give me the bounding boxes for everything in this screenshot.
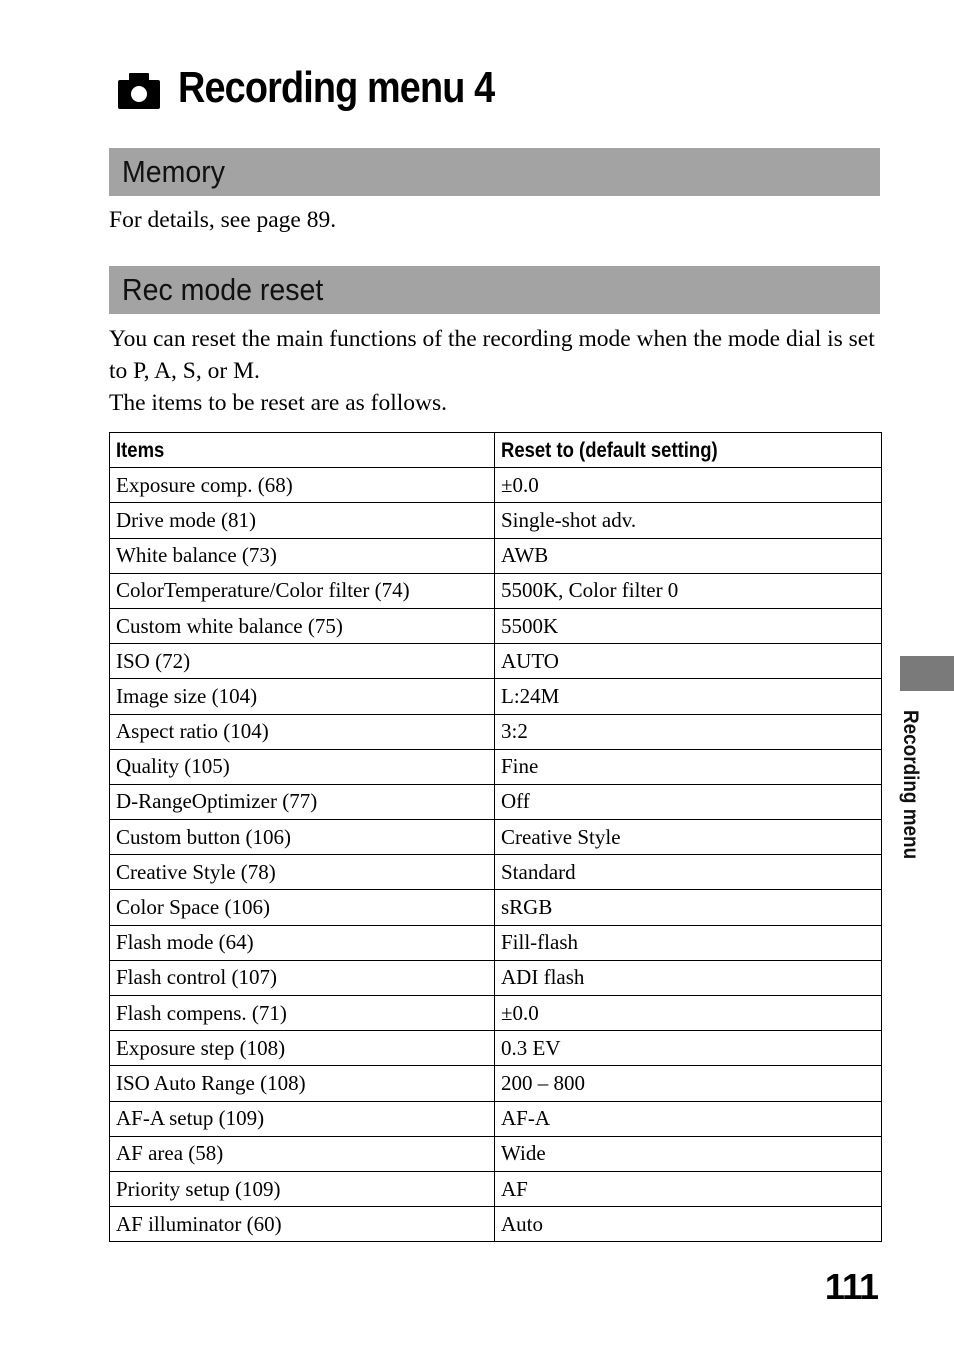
default-setting-cell: ±0.0 — [495, 996, 882, 1031]
camera-icon — [116, 71, 162, 111]
default-setting-cell: Creative Style — [495, 820, 882, 855]
item-cell: Flash mode (64) — [110, 925, 495, 960]
column-header-label: Items — [116, 438, 165, 462]
item-cell: Image size (104) — [110, 679, 495, 714]
item-cell: Flash control (107) — [110, 960, 495, 995]
item-cell: Aspect ratio (104) — [110, 714, 495, 749]
item-cell: Drive mode (81) — [110, 503, 495, 538]
default-setting-cell: Wide — [495, 1136, 882, 1171]
item-cell: Color Space (106) — [110, 890, 495, 925]
table-row — [110, 1171, 882, 1206]
section-title: Memory — [122, 154, 225, 189]
item-cell: ColorTemperature/Color filter (74) — [110, 573, 495, 608]
table-row — [110, 1031, 882, 1066]
default-setting-cell: L:24M — [495, 679, 882, 714]
table-header-row — [110, 433, 882, 468]
section-tab-marker — [900, 656, 954, 691]
item-cell: White balance (73) — [110, 538, 495, 573]
page-heading — [116, 58, 546, 118]
item-cell: Custom button (106) — [110, 820, 495, 855]
item-cell: AF illuminator (60) — [110, 1207, 495, 1242]
paragraph: For details, see page 89. — [109, 207, 337, 233]
column-header-items — [110, 433, 495, 468]
table-row — [110, 1066, 882, 1101]
item-cell: Creative Style (78) — [110, 855, 495, 890]
table-row — [110, 538, 882, 573]
table-row — [110, 784, 882, 819]
table-row — [110, 890, 882, 925]
default-setting-cell: AUTO — [495, 644, 882, 679]
table-row — [110, 1101, 882, 1136]
default-setting-cell: Standard — [495, 855, 882, 890]
section-header-memory — [109, 148, 880, 196]
item-cell: Custom white balance (75) — [110, 608, 495, 643]
table-row — [110, 960, 882, 995]
item-cell: ISO Auto Range (108) — [110, 1066, 495, 1101]
table-row — [110, 925, 882, 960]
table-row — [110, 1136, 882, 1171]
default-setting-cell: AF — [495, 1171, 882, 1206]
default-setting-cell: Single-shot adv. — [495, 503, 882, 538]
rec-mode-reset-description — [109, 323, 889, 419]
item-cell: ISO (72) — [110, 644, 495, 679]
table-row — [110, 468, 882, 503]
item-cell: Exposure step (108) — [110, 1031, 495, 1066]
item-cell: Exposure comp. (68) — [110, 468, 495, 503]
default-setting-cell: 0.3 EV — [495, 1031, 882, 1066]
table-row — [110, 573, 882, 608]
default-setting-cell: ±0.0 — [495, 468, 882, 503]
page-number: 111 — [824, 1266, 878, 1307]
table-body — [110, 468, 882, 1242]
page-title: Recording menu 4 — [178, 63, 495, 112]
default-setting-cell: 5500K, Color filter 0 — [495, 573, 882, 608]
default-setting-cell: 3:2 — [495, 714, 882, 749]
default-setting-cell: Off — [495, 784, 882, 819]
paragraph: You can reset the main functions of the recording mode when the mode dial is set to P, A, S, or M. — [109, 326, 875, 384]
item-cell: AF area (58) — [110, 1136, 495, 1171]
section-title: Rec mode reset — [122, 272, 324, 307]
table-row — [110, 644, 882, 679]
default-setting-cell: Auto — [495, 1207, 882, 1242]
default-setting-cell: Fine — [495, 749, 882, 784]
side-section-label: Recording menu — [899, 710, 922, 860]
default-setting-cell: Fill-flash — [495, 925, 882, 960]
default-setting-cell: AWB — [495, 538, 882, 573]
table-row — [110, 996, 882, 1031]
paragraph: The items to be reset are as follows. — [109, 390, 448, 416]
default-setting-cell: 200 – 800 — [495, 1066, 882, 1101]
default-setting-cell: AF-A — [495, 1101, 882, 1136]
table-row — [110, 749, 882, 784]
item-cell: Quality (105) — [110, 749, 495, 784]
default-setting-cell: ADI flash — [495, 960, 882, 995]
table-row — [110, 1207, 882, 1242]
item-cell: AF-A setup (109) — [110, 1101, 495, 1136]
table-row — [110, 503, 882, 538]
table-row — [110, 855, 882, 890]
column-header-label: Reset to (default setting) — [501, 438, 718, 462]
default-setting-cell: 5500K — [495, 608, 882, 643]
default-setting-cell: sRGB — [495, 890, 882, 925]
reset-items-table — [109, 432, 882, 1242]
table-row — [110, 679, 882, 714]
table-row — [110, 714, 882, 749]
item-cell: Priority setup (109) — [110, 1171, 495, 1206]
table-row — [110, 608, 882, 643]
memory-description — [109, 204, 889, 236]
item-cell: Flash compens. (71) — [110, 996, 495, 1031]
table-row — [110, 820, 882, 855]
section-header-rec-mode-reset — [109, 266, 880, 314]
item-cell: D-RangeOptimizer (77) — [110, 784, 495, 819]
column-header-reset-to — [495, 433, 882, 468]
